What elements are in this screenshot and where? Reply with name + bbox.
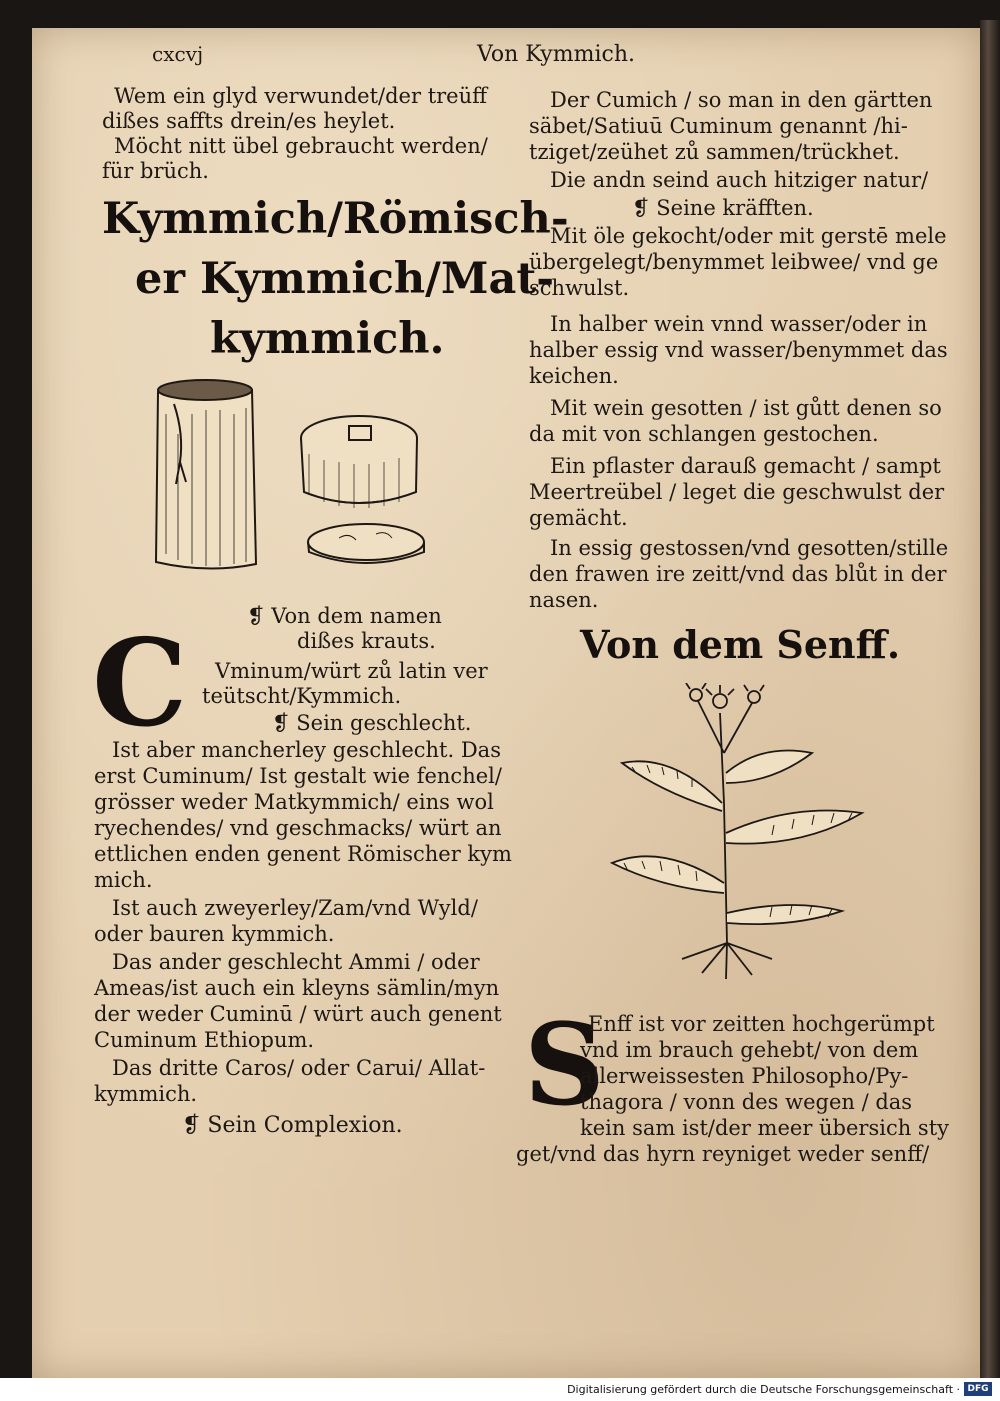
name-text-line: teütscht/Kymmich. bbox=[202, 684, 402, 708]
right-text-line: Mit wein gesotten / ist gůtt denen so bbox=[550, 396, 942, 420]
right-text-line: Ein pflaster darauß gemacht / sampt bbox=[550, 454, 941, 478]
left-intro-line: Möcht nitt übel gebraucht werden/ bbox=[114, 134, 488, 158]
right-text-line: nasen. bbox=[529, 588, 599, 612]
name-section-heading: dißes krauts. bbox=[297, 629, 436, 653]
gender-text-line: Ameas/ist auch ein kleyns sämlin/myn bbox=[94, 976, 500, 1000]
right-text-line: gemächt. bbox=[529, 506, 628, 530]
right-text-line: Meertreübel / leget die geschwulst der bbox=[529, 480, 945, 504]
left-intro-line: dißes saffts drein/es heylet. bbox=[102, 109, 396, 133]
drop-cap-c: C bbox=[92, 613, 188, 754]
right-text-line: schwulst. bbox=[529, 276, 630, 300]
gender-text-line: oder bauren kymmich. bbox=[94, 922, 335, 946]
gender-text-line: grösser weder Matkymmich/ eins wol bbox=[94, 790, 494, 814]
name-text-line: Vminum/würt zů latin ver bbox=[215, 659, 488, 683]
senff-text-line: allerweissesten Philosopho/Py- bbox=[580, 1064, 909, 1088]
book-page bbox=[32, 28, 980, 1378]
gender-text-line: Das dritte Caros/ oder Carui/ Allat- bbox=[112, 1056, 486, 1080]
digitization-footer bbox=[0, 1378, 1000, 1401]
gender-text-line: der weder Cuminū / würt auch genent bbox=[94, 1002, 502, 1026]
name-section-heading: ❡ Von dem namen bbox=[247, 604, 442, 628]
gender-text-line: ryechendes/ vnd geschmacks/ würt an bbox=[94, 816, 502, 840]
gender-text-line: Ist aber mancherley geschlecht. Das bbox=[112, 738, 501, 762]
drop-cap-s: S bbox=[524, 1000, 605, 1131]
right-text-line: Der Cumich / so man in den gärtten bbox=[550, 88, 933, 112]
complexion-section-heading: ❡ Sein Complexion. bbox=[182, 1113, 403, 1138]
right-text-line: Mit öle gekocht/oder mit gerstē mele bbox=[550, 224, 947, 248]
chapter-title-line: Kymmich/Römisch- bbox=[102, 194, 569, 244]
chapter-title-line: kymmich. bbox=[210, 314, 445, 364]
senff-text-line: vnd im brauch gehebt/ von dem bbox=[580, 1038, 919, 1062]
left-intro-line: für brüch. bbox=[102, 159, 209, 183]
woodcut-jar-illustration bbox=[144, 374, 474, 574]
right-text-line: keichen. bbox=[529, 364, 619, 388]
gender-section-heading: ❡ Sein geschlecht. bbox=[272, 711, 472, 735]
dfg-credit-text: Digitalisierung gefördert durch die Deutsche Forschungsgemeinschaft · bbox=[567, 1383, 960, 1396]
right-text-line: da mit von schlangen gestochen. bbox=[529, 422, 879, 446]
chapter-title-line: er Kymmich/Mat- bbox=[135, 254, 555, 304]
left-intro-line: Wem ein glyd verwundet/der treüff bbox=[114, 84, 488, 108]
senff-text-line: thagora / vonn des wegen / das bbox=[580, 1090, 913, 1114]
right-text-line: halber essig vnd wasser/benymmet das bbox=[529, 338, 948, 362]
gender-text-line: Cuminum Ethiopum. bbox=[94, 1028, 315, 1052]
senff-text-line: kein sam ist/der meer übersich sty bbox=[580, 1116, 949, 1140]
book-spine bbox=[980, 20, 1000, 1380]
right-text-line: In halber wein vnnd wasser/oder in bbox=[550, 312, 928, 336]
right-text-line: säbet/Satiuū Cuminum genannt /hi- bbox=[529, 114, 908, 138]
right-text-line: Die andn seind auch hitziger natur/ bbox=[550, 168, 929, 192]
gender-text-line: ettlichen enden genent Römischer kym bbox=[94, 842, 512, 866]
gender-text-line: kymmich. bbox=[94, 1082, 198, 1106]
right-text-line: übergelegt/benymmet leibwee/ vnd ge bbox=[529, 250, 939, 274]
powers-section-heading: ❡ Seine kräfften. bbox=[632, 196, 814, 220]
folio-number: cxcvj bbox=[152, 42, 204, 66]
dfg-logo[interactable]: DFG bbox=[964, 1382, 992, 1396]
gender-text-line: erst Cuminum/ Ist gestalt wie fenchel/ bbox=[94, 764, 502, 788]
right-text-line: tziget/zeühet zů sammen/trückhet. bbox=[529, 140, 900, 164]
woodcut-mustard-plant-illustration bbox=[602, 683, 902, 983]
right-text-line: In essig gestossen/vnd gesotten/stille bbox=[550, 536, 949, 560]
gender-text-line: Das ander geschlecht Ammi / oder bbox=[112, 950, 480, 974]
running-title: Von Kymmich. bbox=[477, 42, 635, 67]
right-text-line: den frawen ire zeitt/vnd das blůt in der bbox=[529, 562, 947, 586]
senff-section-title: Von dem Senff. bbox=[580, 622, 901, 667]
gender-text-line: mich. bbox=[94, 868, 153, 892]
senff-text-line: Enff ist vor zeitten hochgerümpt bbox=[588, 1012, 935, 1036]
gender-text-line: Ist auch zweyerley/Zam/vnd Wyld/ bbox=[112, 896, 478, 920]
senff-text-line: get/vnd das hyrn reyniget weder senff/ bbox=[516, 1142, 930, 1166]
